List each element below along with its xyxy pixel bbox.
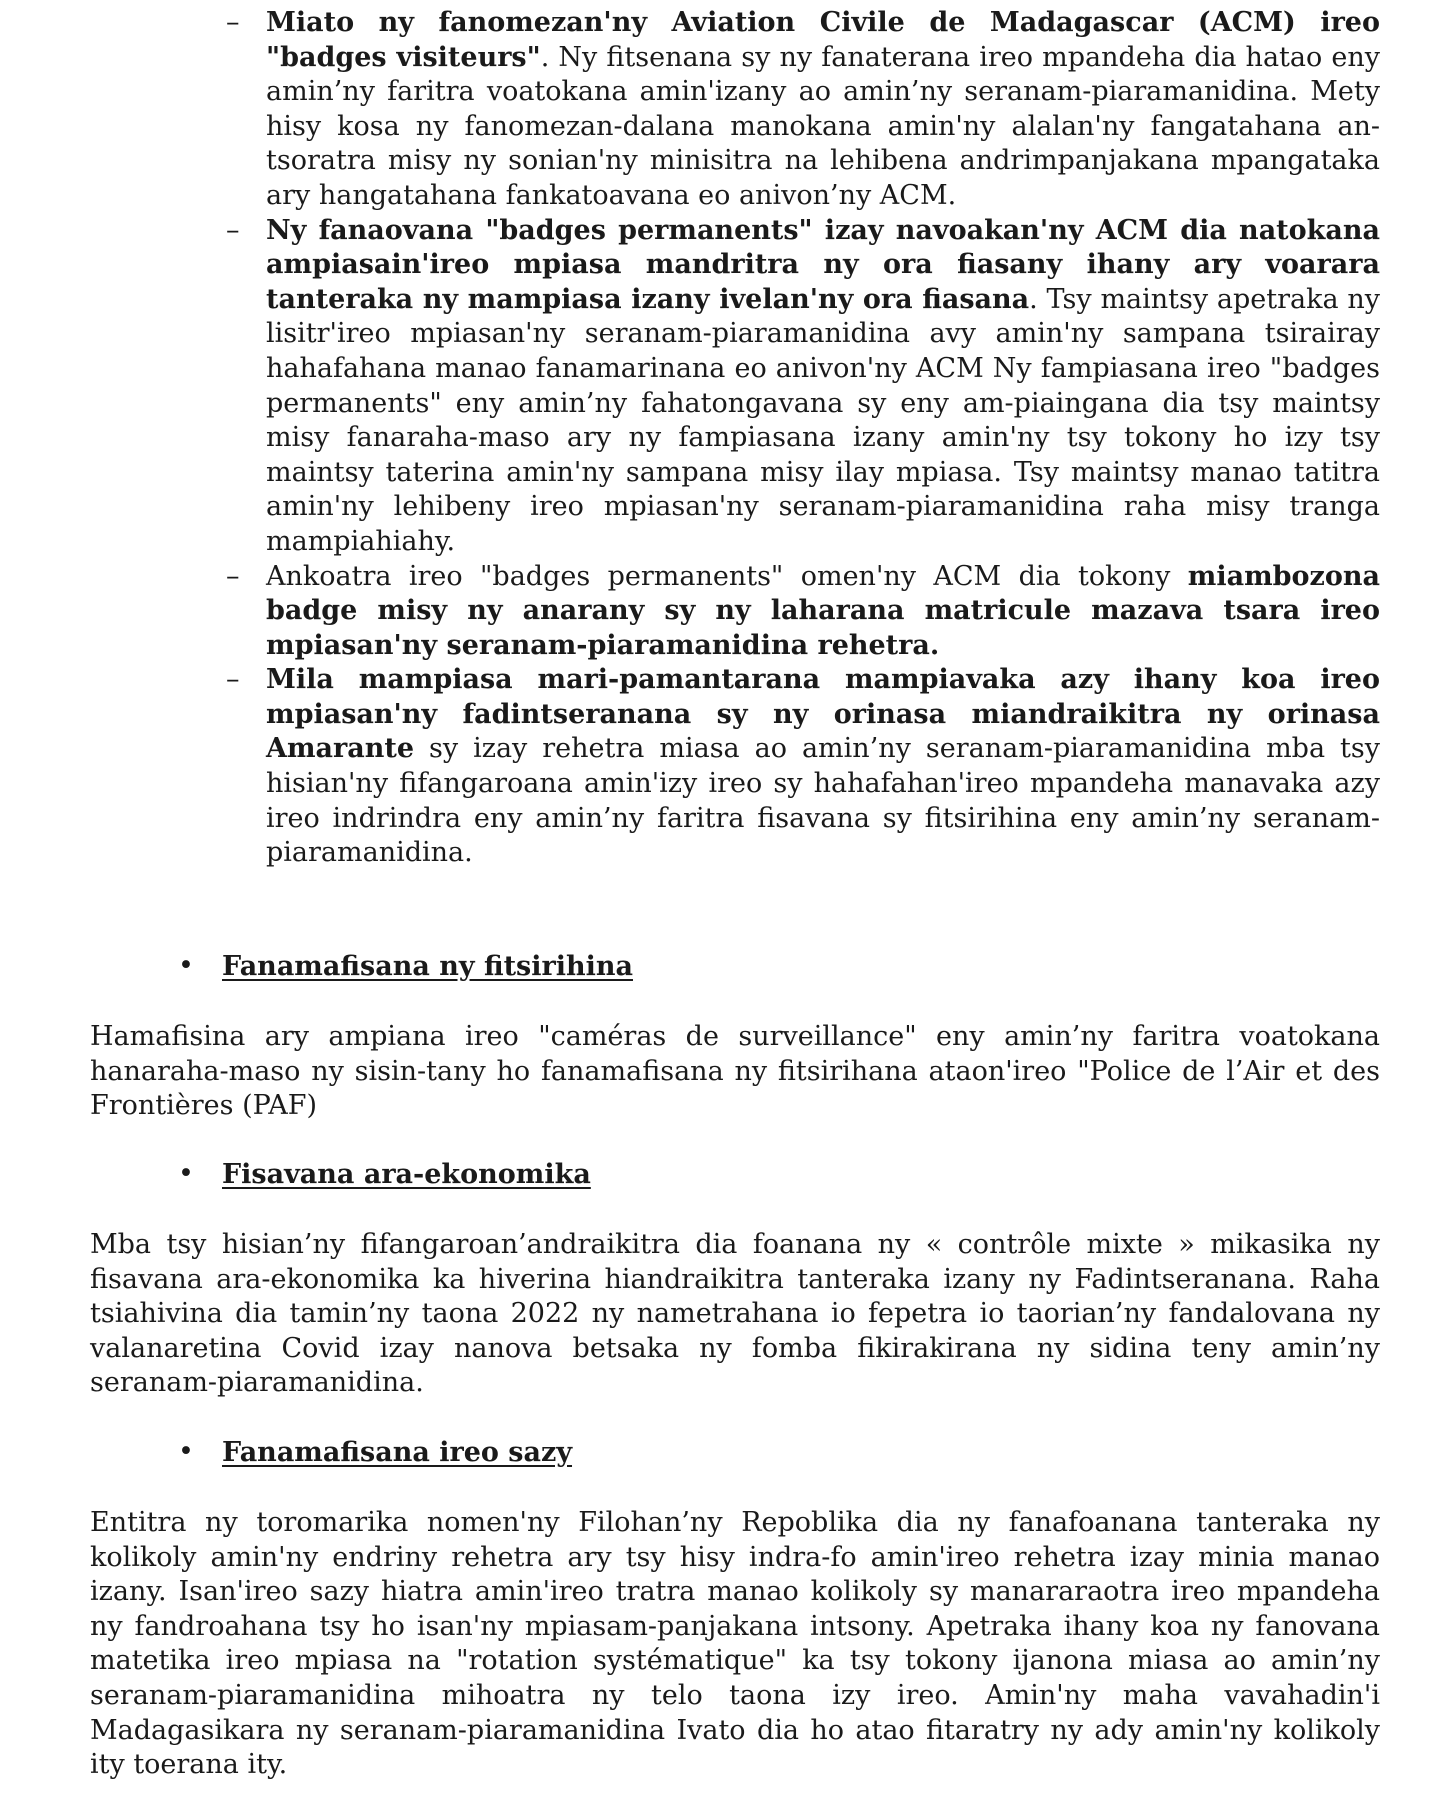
list-item bbox=[218, 214, 1380, 560]
bullet-icon: • bbox=[178, 950, 194, 981]
bold-text: Mila mampiasa mari-pamantarana mampiavaka azy ihany koa ireo mpiasan'ny fadintseranana sy ny orinasa miandraikitra ny orinasa Amarante bbox=[266, 664, 1380, 765]
bullet-icon: • bbox=[178, 1436, 194, 1467]
bold-text: Ny fanaovana "badges permanents" izay navoakan'ny ACM dia natokana ampiasain'ireo mpiasa mandritra ny ora fiasany ihany ary voarara tanteraka ny mampiasa izany ivelan'ny ora fiasana bbox=[266, 214, 1380, 315]
section-paragraph: Entitra ny toromarika nomen'ny Filohan’ny Repoblika dia ny fanafoanana tanteraka ny kolikoly amin'ny endriny rehetra ary tsy hisy indra-fo amin'ireo rehetra izay minia manao izany. Isan'ireo sazy hiatra amin'ireo tratra manao kolikoly sy manararaotra ireo mpandeha ny fandroahana tsy ho isan'ny mpiasam-panjakana intsony. Apetraka ihany koa ny fanovana matetika ireo mpiasa na "rotation systématique" ka tsy tokony ijanona miasa ao amin’ny seranam-piaramanidina mihoatra ny telo taona izy ireo. Amin'ny maha vavahadin'i Madagasikara ny seranam-piaramanidina Ivato dia ho atao fitaratry ny ady amin'ny kolikoly ity toerana ity. bbox=[90, 1507, 1380, 1781]
dash-marker: – bbox=[226, 664, 240, 696]
bullet-icon: • bbox=[178, 1158, 194, 1189]
section-paragraph: Mba tsy hisian’ny fifangaroan’andraikitra dia foanana ny « contrôle mixte » mikasika ny fisavana ara-ekonomika ka hiverina hiandraikitra tanteraka izany ny Fadintseranana. Raha tsiahivina dia tamin’ny taona 2022 ny nametrahana io fepetra io taorian’ny fandalovana ny valanaretina Covid izay nanova betsaka ny fomba fikirakirana ny sidina teny amin’ny seranam-piaramanidina. bbox=[90, 1229, 1380, 1399]
list-item bbox=[218, 560, 1380, 664]
body-text: sy izay rehetra miasa ao amin’ny seranam-piaramanidina mba tsy hisian'ny fifangaroana amin'izy ireo sy hahafahan'ireo mpandeha manavaka azy ireo indrindra eny amin’ny faritra fisavana sy fitsirihina eny amin’ny seranam-piaramanidina. bbox=[266, 733, 1380, 869]
dash-list bbox=[218, 6, 1380, 871]
section-paragraph: Hamafisina ary ampiana ireo "caméras de surveillance" eny amin’ny faritra voatokana hanaraha-maso ny sisin-tany ho fanamafisana ny fitsirihana ataon'ireo "Police de l’Air et des Frontières (PAF) bbox=[90, 1021, 1380, 1122]
section-heading-text: Fisavana ara-ekonomika bbox=[222, 1159, 591, 1190]
list-item bbox=[218, 6, 1380, 214]
dash-marker: – bbox=[226, 7, 240, 38]
bold-text: miambozona badge misy ny anarany sy ny laharana matricule mazava tsara ireo mpiasan'ny seranam-piaramanidina rehetra. bbox=[266, 560, 1380, 661]
body-text: Ankoatra ireo "badges permanents" omen'ny ACM dia tokony bbox=[266, 560, 1188, 592]
section-heading-text: Fanamafisana ny fitsirihina bbox=[222, 951, 633, 982]
bold-text: Miato ny fanomezan'ny Aviation Civile de Madagascar (ACM) ireo "badges visiteurs" bbox=[266, 7, 1380, 73]
dash-marker: – bbox=[226, 214, 240, 246]
body-text: . Ny fitsenana sy ny fanaterana ireo mpandeha dia hatao eny amin’ny faritra voatokana amin'izany ao amin’ny seranam-piaramanidina. Mety hisy kosa ny fanomezan-dalana manokana amin'ny alalan'ny fangatahana an-tsoratra misy ny sonian'ny minisitra na lehibena andrimpanjakana mpangataka ary hangatahana fankatoavana eo anivon’ny ACM. bbox=[266, 41, 1380, 211]
dash-marker: – bbox=[226, 560, 240, 592]
section-heading-text: Fanamafisana ireo sazy bbox=[222, 1437, 573, 1468]
list-item bbox=[218, 663, 1380, 871]
body-text: . Tsy maintsy apetraka ny lisitr'ireo mpiasan'ny seranam-piaramanidina avy amin'ny sampana tsirairay hahafahana manao fanamarinana eo anivon'ny ACM Ny fampiasana ireo "badges permanents" eny amin’ny fahatongavana sy eny am-piaingana dia tsy maintsy misy fanaraha-maso ary ny fampiasana izany amin'ny tsy tokony ho izy tsy maintsy taterina amin'ny sampana misy ilay mpiasa. Tsy maintsy manao tatitra amin'ny lehibeny ireo mpiasan'ny seranam-piaramanidina raha misy tranga mampiahiahy. bbox=[266, 283, 1380, 557]
